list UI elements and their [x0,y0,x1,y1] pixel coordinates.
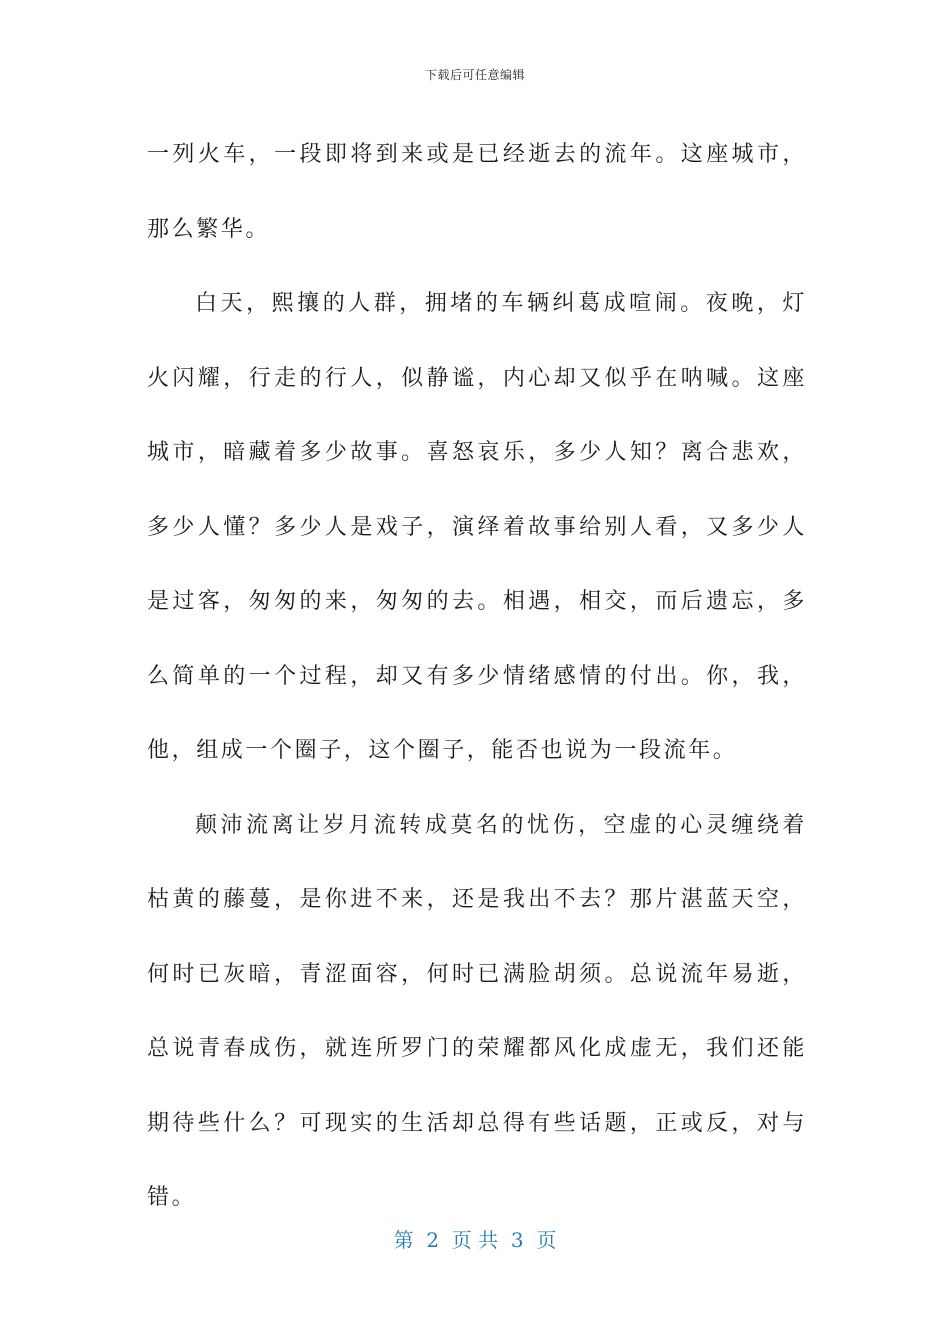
paragraph-1: 一列火车，一段即将到来或是已经逝去的流年。这座城市，那么繁华。 [147,142,807,242]
header-note: 下载后可任意编辑 [424,68,525,82]
page-number-label: 第 2 页 共 3 页 [393,1228,557,1252]
paragraph-3: 颠沛流离让岁月流转成莫名的忧伤，空虚的心灵缠绕着枯黄的藤蔓，是你进不来，还是我出不去？那片湛蓝天空，何时已灰暗，青涩面容，何时已满脸胡须。总说流年易逝，总说青春成伤，就连所罗门的荣耀都风化成虚无，我们还能期待些什么？可现实的生活却总得有些话题，正或反，对与错。 [147,812,807,1210]
paragraph-2: 白天，熙攘的人群，拥堵的车辆纠葛成喧闹。夜晚，灯火闪耀，行走的行人，似静谧，内心却又似乎在呐喊。这座城市，暗藏着多少故事。喜怒哀乐，多少人知？离合悲欢，多少人懂？多少人是戏子，演绎着故事给别人看，又多少人是过客，匆匆的来，匆匆的去。相遇，相交，而后遗忘，多么简单的一个过程，却又有多少情绪感情的付出。你，我，他，组成一个圈子，这个圈子，能否也说为一段流年。 [147,291,807,763]
document-body [147,118,807,1236]
page-footer [0,1224,950,1253]
